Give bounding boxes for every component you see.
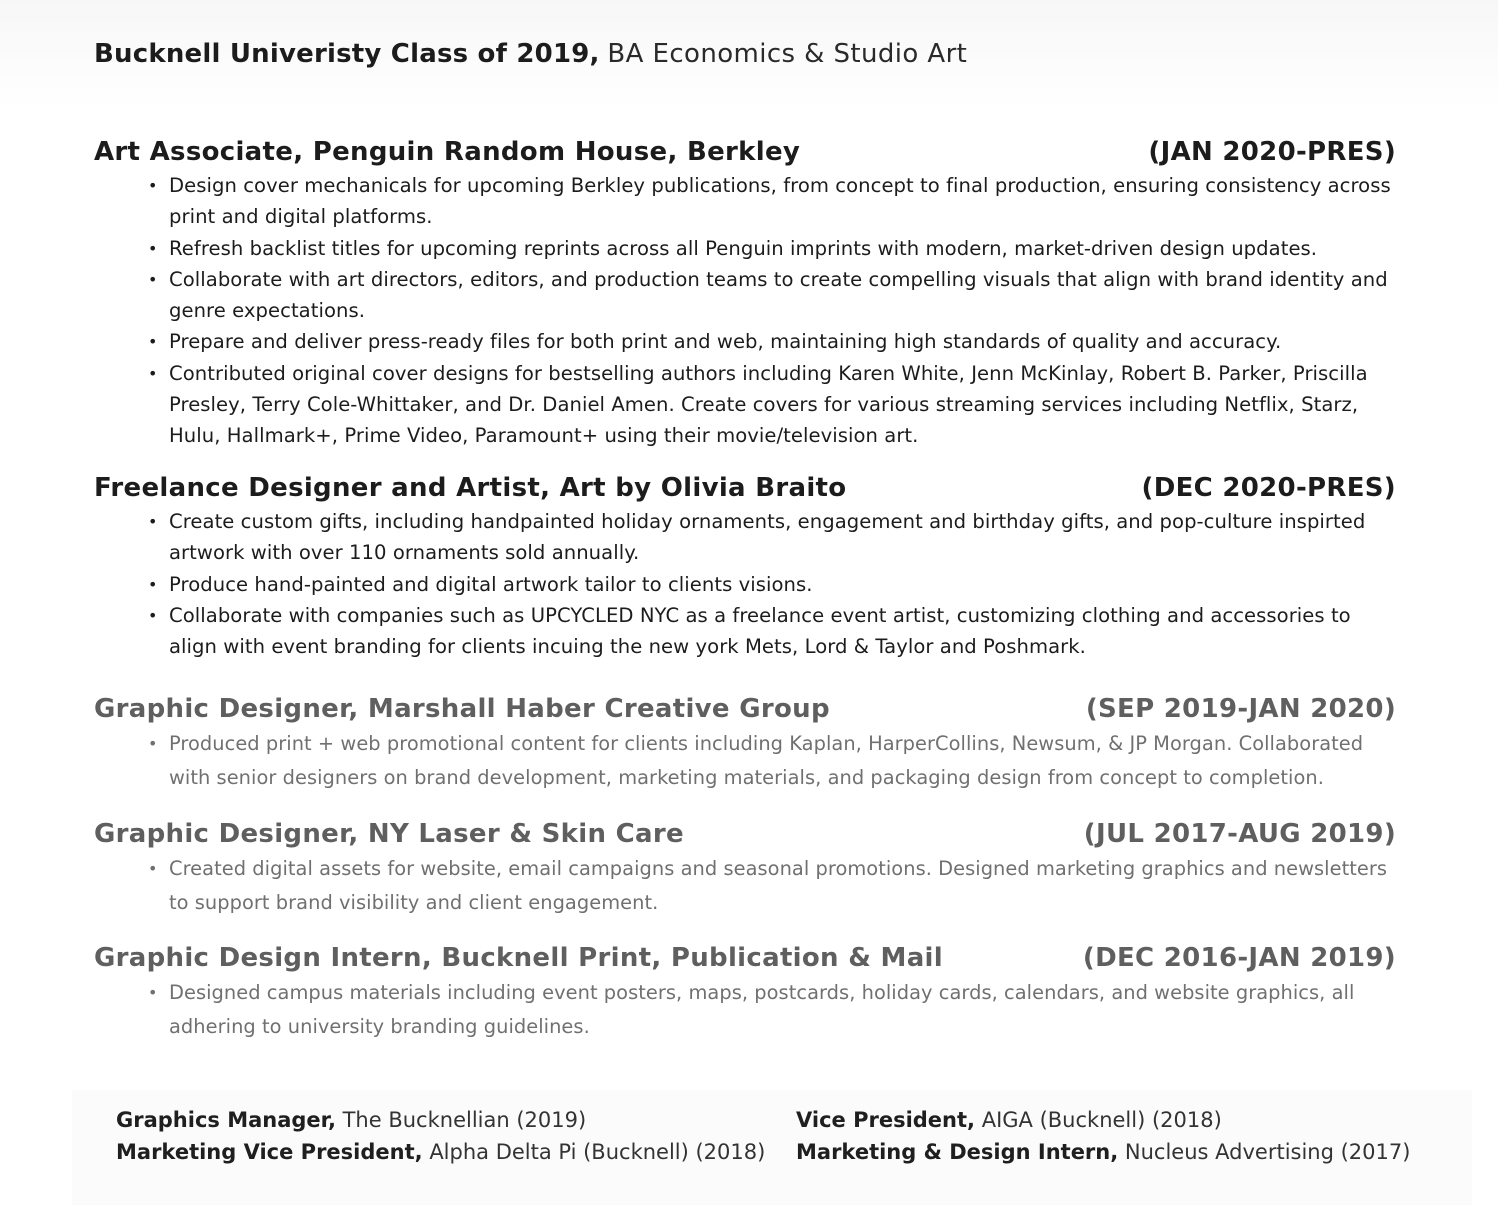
job-dates: (JAN 2020-PRES) [1148,137,1396,167]
job-header [94,691,1396,727]
job-bullet: • Produced print + web promotional content for clients including Kaplan, HarperCollins, Newsum, & JP Morgan. Collaborated with senior designers on brand development, marketing materials, and packaging design from concept to completion. [169,727,1396,794]
job-bullet: • Collaborate with companies such as UPCYCLED NYC as a freelance event artist, customizing clothing and accessories to align with event branding for clients incuing the new york Mets, Lord & Taylor and Poshmark. [169,600,1396,663]
job-dates: (JUL 2017-AUG 2019) [1083,819,1396,849]
job-header [94,816,1396,852]
job-header [94,470,1396,506]
activity-role: Marketing Vice President, [116,1140,423,1164]
activity-item [796,1104,1222,1136]
activity-item [796,1136,1410,1168]
activity-item [116,1104,586,1136]
activity-item [116,1136,765,1168]
job-dates: (DEC 2016-JAN 2019) [1082,943,1396,973]
job-bullet: • Designed campus materials including event posters, maps, postcards, holiday cards, calendars, and website graphics, all adhering to university branding guidelines. [169,976,1396,1043]
job-bullet: • Collaborate with art directors, editors, and production teams to create compelling visuals that align with brand identity and genre expectations. [169,264,1396,327]
activity-org: AIGA (Bucknell) (2018) [981,1108,1222,1132]
activity-role: Marketing & Design Intern, [796,1140,1119,1164]
job-bullet: • Created digital assets for website, email campaigns and seasonal promotions. Designed marketing graphics and newsletters to support brand visibility and client engagement. [169,852,1396,919]
education-school: Bucknell Univeristy Class of 2019, [94,39,600,69]
job-bullet: • Create custom gifts, including handpainted holiday ornaments, engagement and birthday gifts, and pop-culture inspirted artwork with over 110 ornaments sold annually. [169,506,1396,569]
job-bullet: • Produce hand-painted and digital artwork tailor to clients visions. [169,569,1396,600]
job-bullet: • Contributed original cover designs for bestselling authors including Karen White, Jenn McKinlay, Robert B. Parker, Priscilla Presley, Terry Cole-Whittaker, and Dr. Daniel Amen. Create covers for various streaming services including Netflix, Starz, Hulu, Hallmark+, Prime Video, Paramount+ using their movie/television art. [169,358,1396,452]
education-line [94,30,967,90]
activity-org: Alpha Delta Pi (Bucknell) (2018) [429,1140,766,1164]
activities-section [72,1090,1472,1205]
job-dates: (SEP 2019-JAN 2020) [1085,694,1396,724]
activity-role: Vice President, [796,1108,976,1132]
job-entry [94,134,1396,452]
activity-org: Nucleus Advertising (2017) [1124,1140,1411,1164]
job-title: Graphic Design Intern, Bucknell Print, Publication & Mail [94,943,943,973]
job-title: Freelance Designer and Artist, Art by Olivia Braito [94,473,847,503]
job-header [94,940,1396,976]
job-title: Graphic Designer, Marshall Haber Creative Group [94,694,830,724]
job-entry [94,691,1396,794]
job-header [94,134,1396,170]
education-degree: BA Economics & Studio Art [607,39,968,69]
activity-org: The Bucknellian (2019) [342,1108,587,1132]
job-title: Graphic Designer, NY Laser & Skin Care [94,819,684,849]
job-entry [94,470,1396,662]
job-bullet: • Prepare and deliver press-ready files for both print and web, maintaining high standards of quality and accuracy. [169,326,1396,357]
job-entry [94,816,1396,919]
job-bullet-list [169,170,1396,452]
job-title: Art Associate, Penguin Random House, Berkley [94,137,801,167]
job-bullet-list [169,727,1396,794]
job-bullet: • Design cover mechanicals for upcoming Berkley publications, from concept to final production, ensuring consistency across print and digital platforms. [169,170,1396,233]
job-bullet-list [169,852,1396,919]
job-bullet-list [169,506,1396,662]
activity-role: Graphics Manager, [116,1108,336,1132]
job-bullet: • Refresh backlist titles for upcoming reprints across all Penguin imprints with modern, market-driven design updates. [169,233,1396,264]
job-dates: (DEC 2020-PRES) [1141,473,1396,503]
job-entry [94,940,1396,1043]
job-bullet-list [169,976,1396,1043]
